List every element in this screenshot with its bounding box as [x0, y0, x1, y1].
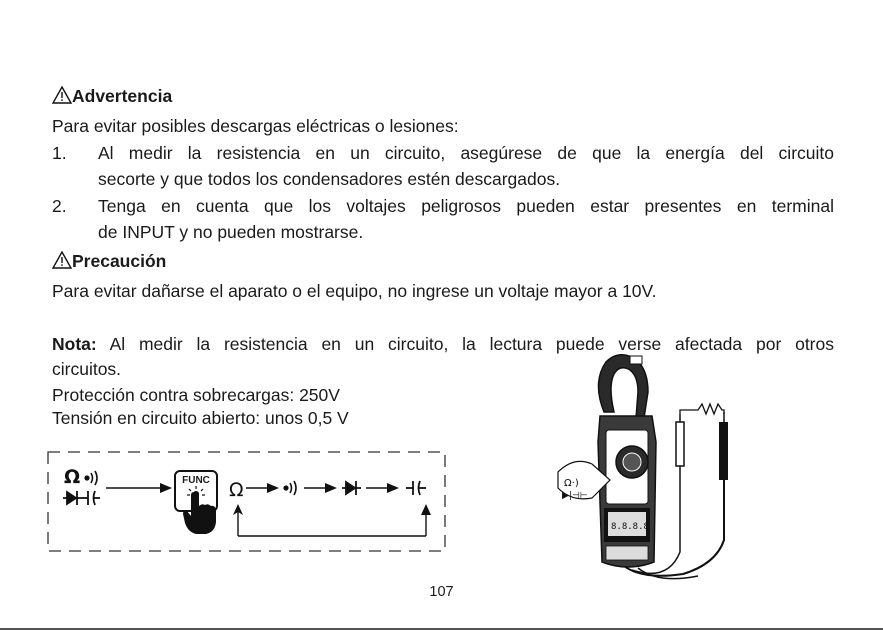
caution-title: Precaución — [72, 251, 167, 271]
page-number: 107 — [429, 584, 454, 600]
ohm-icon — [64, 466, 80, 488]
bottom-rule — [0, 628, 883, 630]
func-label: FUNC — [182, 475, 210, 486]
diode-icon — [63, 491, 81, 505]
spec-open-circuit: Tensión en circuito abierto: unos 0,5 V — [52, 408, 349, 428]
warning-heading — [52, 85, 172, 107]
note-line2: circuitos. — [52, 359, 122, 379]
continuity-icon — [284, 481, 296, 495]
clamp-meter-illustration — [548, 352, 748, 584]
svg-text:Ω: Ω — [229, 479, 244, 501]
warning-item-1-line2: secorte y que todos los condensadores estén descargados. — [98, 169, 561, 189]
svg-text:8.8.8.8: 8.8.8.8 — [611, 522, 649, 532]
warning-triangle-icon — [52, 86, 72, 104]
mode-flow-diagram — [46, 450, 448, 556]
resistor-icon — [680, 404, 724, 414]
warning-title: Advertencia — [72, 86, 173, 106]
caution-heading — [52, 250, 166, 272]
warning-item-2-line1: Tenga en cuenta que los voltajes peligrosos pueden estar presentes en terminal — [98, 196, 834, 216]
warning-item-1-number: 1. — [52, 143, 67, 163]
capacitor-icon — [406, 481, 426, 495]
diode-icon — [342, 481, 361, 495]
note-text: Al medir la resistencia en un circuito, la lectura puede verse afectada por otros — [96, 334, 834, 354]
warning-intro: Para evitar posibles descargas eléctricas o lesiones: — [52, 116, 459, 136]
spec-overload: Protección contra sobrecargas: 250V — [52, 385, 340, 405]
pointing-hand-icon — [180, 490, 220, 536]
warning-triangle-icon — [52, 251, 72, 269]
warning-item-2-number: 2. — [52, 196, 67, 216]
continuity-icon — [85, 471, 97, 485]
warning-item-1-line1: Al medir la resistencia en un circuito, asegúrese de que la energía del circuito — [98, 143, 834, 163]
svg-text:Ω: Ω — [64, 466, 81, 488]
svg-text:Ω·): Ω·) — [564, 478, 579, 489]
capacitor-icon — [81, 491, 100, 505]
caution-text: Para evitar dañarse el aparato o el equipo, no ingrese un voltaje mayor a 10V. — [52, 281, 657, 301]
svg-text:▶|⊣⊢: ▶|⊣⊢ — [562, 491, 588, 501]
warning-item-2-line2: de INPUT y no pueden mostrarse. — [98, 222, 364, 242]
note-label: Nota: — [52, 334, 97, 354]
